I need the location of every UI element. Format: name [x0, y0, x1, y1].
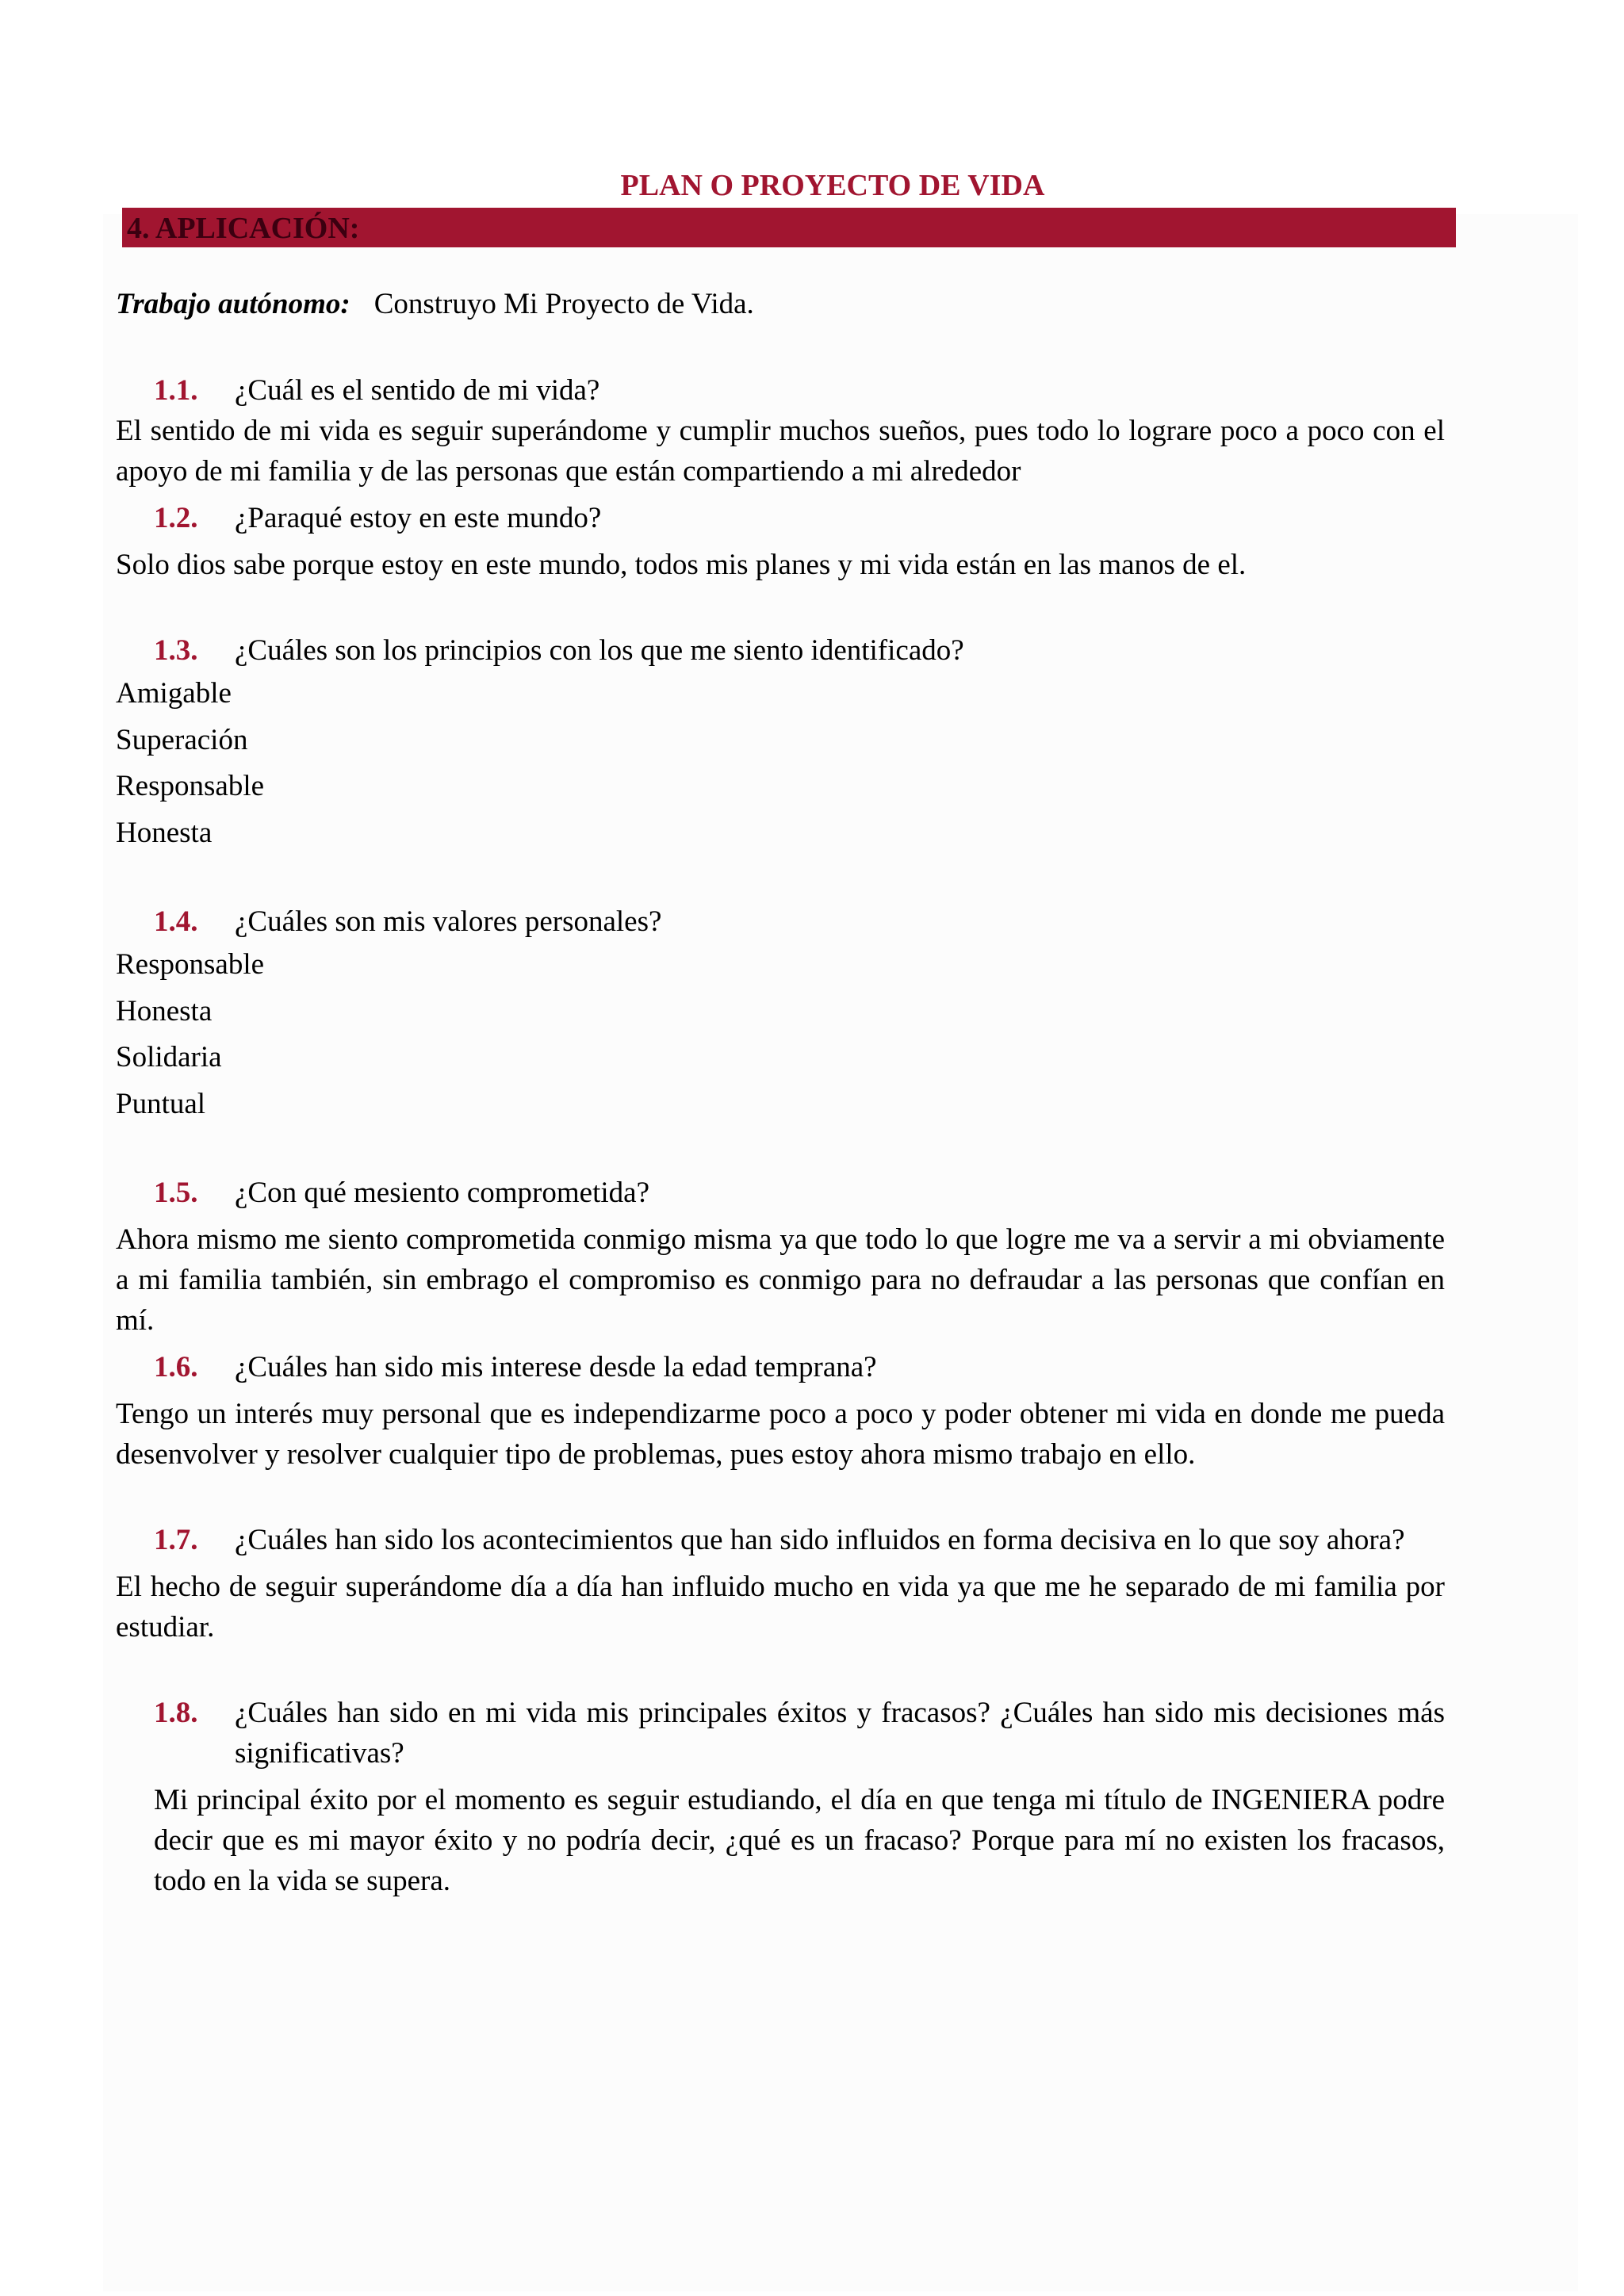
question-number: 1.3.: [154, 634, 198, 667]
answer-1-1: El sentido de mi vida es seguir superándome y cumplir muchos sueños, pues todo lo lograre poco a poco con el apoyo de mi familia y de las personas que están compartiendo a mi alrededor: [116, 415, 1445, 488]
question-1-6: [116, 1347, 1445, 1387]
question-text: ¿Cuáles han sido mis interese desde la edad temprana?: [235, 1351, 877, 1383]
question-1-4: [116, 901, 1445, 942]
question-1-3: [116, 630, 1445, 671]
list-item: Honesta: [116, 816, 213, 849]
question-number: 1.8.: [154, 1697, 198, 1729]
principles-list: [116, 671, 1445, 856]
question-1-1: [116, 370, 1445, 411]
list-item: Honesta: [116, 994, 213, 1027]
answer-1-7: El hecho de seguir superándome día a día han influido mucho en vida ya que me he separado de mi familia por estudiar.: [116, 1571, 1445, 1644]
question-text: ¿Paraqué estoy en este mundo?: [235, 502, 602, 534]
autonomous-work-label: Trabajo autónomo:: [116, 288, 350, 320]
answer-1-2: Solo dios sabe porque estoy en este mundo, todos mis planes y mi vida están en las manos de el.: [116, 549, 1247, 581]
list-item: Superación: [116, 723, 248, 756]
question-text: ¿Cuál es el sentido de mi vida?: [235, 374, 600, 407]
question-number: 1.4.: [154, 905, 198, 938]
document-body: [116, 165, 1445, 1901]
answer-1-6: Tengo un interés muy personal que es independizarme poco a poco y poder obtener mi vida en donde me pueda desenvolver y resolver cualquier tipo de problemas, pues estoy ahora mismo trabajo en ello.: [116, 1398, 1445, 1471]
question-number: 1.7.: [154, 1524, 198, 1556]
question-text: ¿Cuáles son los principios con los que me siento identificado?: [235, 634, 964, 667]
question-text: ¿Con qué mesiento comprometida?: [235, 1177, 649, 1209]
question-1-8: [116, 1693, 1445, 1774]
question-1-7: [116, 1520, 1445, 1560]
question-number: 1.2.: [154, 502, 198, 534]
section-header-bar: 4. APLICACIÓN:: [122, 208, 1456, 247]
values-list: [116, 942, 1445, 1127]
list-item: Solidaria: [116, 1041, 222, 1073]
list-item: Amigable: [116, 677, 232, 710]
list-item: Responsable: [116, 948, 265, 981]
question-number: 1.5.: [154, 1177, 198, 1209]
question-text: ¿Cuáles han sido los acontecimientos que han sido influidos en forma decisiva en lo que soy ahora?: [235, 1524, 1405, 1556]
list-item: Puntual: [116, 1087, 206, 1120]
question-1-2: [116, 498, 1445, 538]
answer-1-8: Mi principal éxito por el momento es seguir estudiando, el día en que tenga mi título de INGENIERA podre decir que es mi mayor éxito y no podría decir, ¿qué es un fracaso? Porque para mí no existen los fracasos, todo en la vida se supera.: [154, 1784, 1445, 1897]
autonomous-work-value: Construyo Mi Proyecto de Vida.: [373, 288, 754, 320]
document-title: PLAN O PROYECTO DE VIDA: [620, 169, 1045, 202]
question-text: ¿Cuáles son mis valores personales?: [235, 905, 662, 938]
question-1-5: [116, 1173, 1445, 1213]
question-text: ¿Cuáles han sido en mi vida mis principales éxitos y fracasos? ¿Cuáles han sido mis decisiones más significativas?: [235, 1697, 1445, 1770]
answer-1-5: Ahora mismo me siento comprometida conmigo misma ya que todo lo que logre me va a servir a mi obviamente a mi familia también, sin embrago el compromiso es conmigo para no defraudar a las personas que confían en mí.: [116, 1223, 1445, 1337]
list-item: Responsable: [116, 770, 265, 802]
question-number: 1.6.: [154, 1351, 198, 1383]
autonomous-work-line: [116, 284, 1445, 324]
question-number: 1.1.: [154, 374, 198, 407]
